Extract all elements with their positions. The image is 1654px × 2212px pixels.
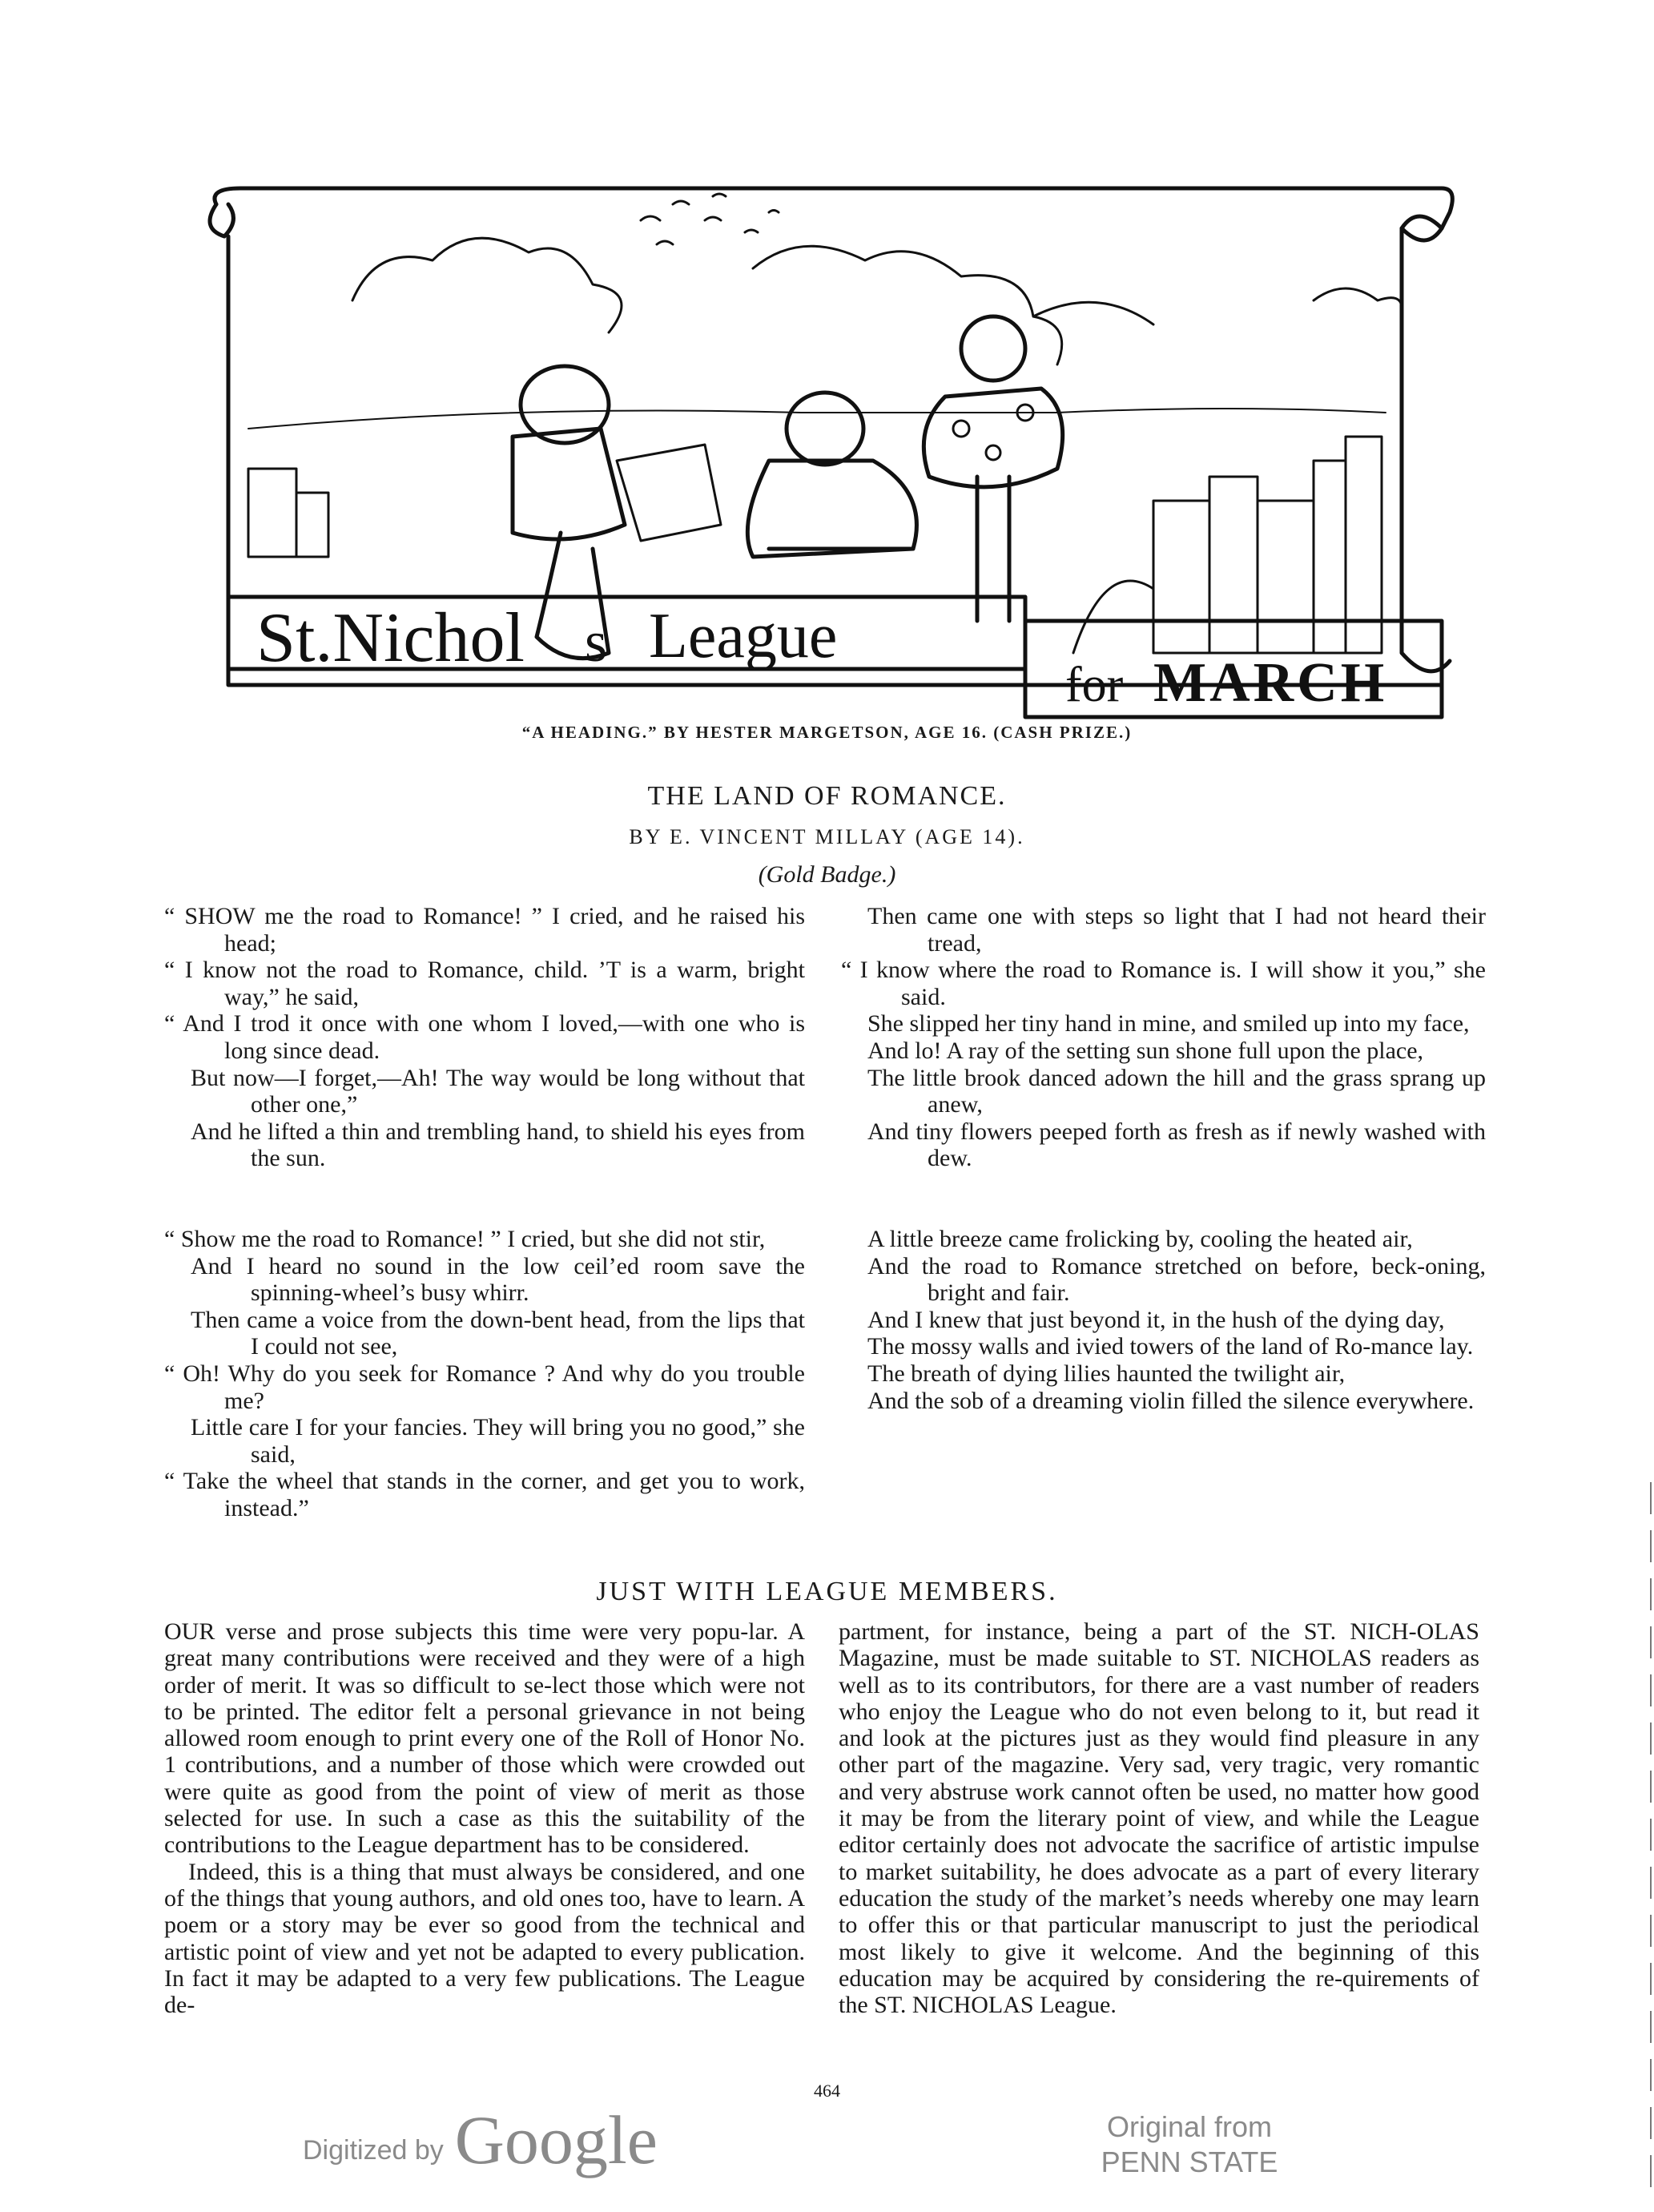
poem-line: And lo! A ray of the setting sun shone full upon the place, (867, 1037, 1424, 1064)
poem-line: The little brook danced adown the hill and the grass sprang up anew, (867, 1064, 1486, 1118)
poem-line: And the road to Romance stretched on before, beck-oning, bright and fair. (867, 1252, 1486, 1307)
poem-line: The mossy walls and ivied towers of the land of Ro-mance lay. (867, 1333, 1474, 1360)
poem-line: Little care I for your fancies. They will bring you no good,” she said, (191, 1414, 805, 1468)
prose-paragraph: partment, for instance, being a part of the ST. NICH-OLAS Magazine, must be made suitable to ST. NICHOLAS readers as well as to its contributors, for there are a vast number of readers who enjoy the League who do not even belong to it, but read it and look at the pictures just as they would find pleasure in any other part of the magazine. Very sad, very tragic, very romantic and very abstruse work cannot often be used, no matter how good it may be from the literary point of view, and while the League editor certainly does not advocate the sacrifice of artistic impulse to market suitability, he does advocate as a part of every literary education the study of the market’s needs whereby one may learn to offer this or that particular manuscript to just the periodical most likely to give it welcome. And the beginning of this education may be acquired by considering the re-quirements of the ST. NICHOLAS League. (839, 1618, 1479, 2019)
institution-label: PENN STATE (1101, 2146, 1278, 2178)
poem-line: And I knew that just beyond it, in the hush of the dying day, (867, 1306, 1445, 1333)
poem-line: “ Show me the road to Romance! ” I cried, but she did not stir, (164, 1225, 766, 1252)
prose-paragraph: OUR verse and prose subjects this time were very popu-lar. A great many contributions were received and they were of a high order of merit. It was so difficult to se-lect those which were not to be printed. The editor felt a personal grievance in not being allowed room enough to print every one of the Roll of Honor No. 1 contributions, and a number of those which were crowded out were quite as good from the point of view of merit as those selected for use. In such a case as this the suitability of the contributions to the League department has to be considered. (164, 1618, 805, 1859)
poem-line: “ SHOW me the road to Romance! ” I cried, and he raised his head; (164, 903, 805, 957)
banner-title-league: League (649, 601, 838, 671)
original-source (1069, 2109, 1310, 2180)
page-edge-line (1649, 1482, 1652, 2203)
poem-line: And he lifted a thin and trembling hand, to shield his eyes from the sun. (191, 1118, 805, 1172)
digitized-by-label: Digitized by (303, 2135, 444, 2166)
illustration-caption: “A HEADING.” BY HESTER MARGETSON, AGE 16. (CASH PRIZE.) (521, 723, 1133, 742)
prose-left-column (164, 1618, 805, 2018)
poem-line: The breath of dying lilies haunted the twilight air, (867, 1360, 1346, 1387)
poem-line: But now—I forget,—Ah! The way would be long without that other one,” (191, 1064, 805, 1118)
banner-title-month: MARCH (1153, 652, 1388, 714)
original-from-label: Original from (1106, 2110, 1273, 2143)
banner-illustration (192, 172, 1458, 733)
poem-line: And tiny flowers peeped forth as fresh as if newly washed with dew. (867, 1118, 1486, 1172)
poem-left-column (164, 903, 805, 1521)
poem-line: Then came one with steps so light that I had not heard their tread, (867, 903, 1486, 957)
poem-line: And the sob of a dreaming violin filled the silence everywhere. (867, 1387, 1475, 1414)
poem-line: “ I know not the road to Romance, child. ’T is a warm, bright way,” he said, (164, 957, 805, 1010)
digitized-by-google (303, 2101, 658, 2178)
poem-title: THE LAND OF ROMANCE. (647, 781, 1007, 811)
banner-title-for: for (1065, 658, 1124, 712)
poem-line: “ And I trod it once with one whom I loved,—with one who is long since dead. (164, 1010, 805, 1064)
section-title: JUST WITH LEAGUE MEMBERS. (596, 1577, 1058, 1606)
poem-line: She slipped her tiny hand in mine, and smiled up into my face, (867, 1010, 1470, 1038)
prose-paragraph: Indeed, this is a thing that must always be considered, and one of the things that young authors, and old ones too, have to learn. A poem or a story may be ever so good from the technical and artistic point of view and yet not be adapted to every publication. In fact it may be adapted to a very few publications. The League de- (164, 1858, 805, 2019)
banner-title-left: St.Nichol (256, 599, 525, 677)
poem-line: “ Oh! Why do you seek for Romance ? And why do you trouble me? (164, 1360, 805, 1414)
page-number: 464 (814, 2081, 840, 2101)
poem-right-column (841, 903, 1486, 1414)
poem-line: “ Take the wheel that stands in the corner, and get you to work, instead.” (164, 1468, 805, 1521)
poem-line: “ I know where the road to Romance is. I will show it you,” she said. (841, 957, 1486, 1010)
poem-author: BY E. VINCENT MILLAY (AGE 14). (629, 825, 1025, 848)
poem-line: Then came a voice from the down-bent head, from the lips that I could not see, (191, 1306, 805, 1360)
prose-right-column (839, 1618, 1479, 2018)
poem-line: A little breeze came frolicking by, cooling the heated air, (867, 1225, 1413, 1252)
poem-line: And I heard no sound in the low ceil’ed room save the spinning-wheel’s busy whirr. (191, 1252, 805, 1307)
google-logo: Google (454, 2101, 658, 2178)
poem-award: (Gold Badge.) (758, 861, 896, 888)
banner-title-s: s (585, 610, 608, 674)
